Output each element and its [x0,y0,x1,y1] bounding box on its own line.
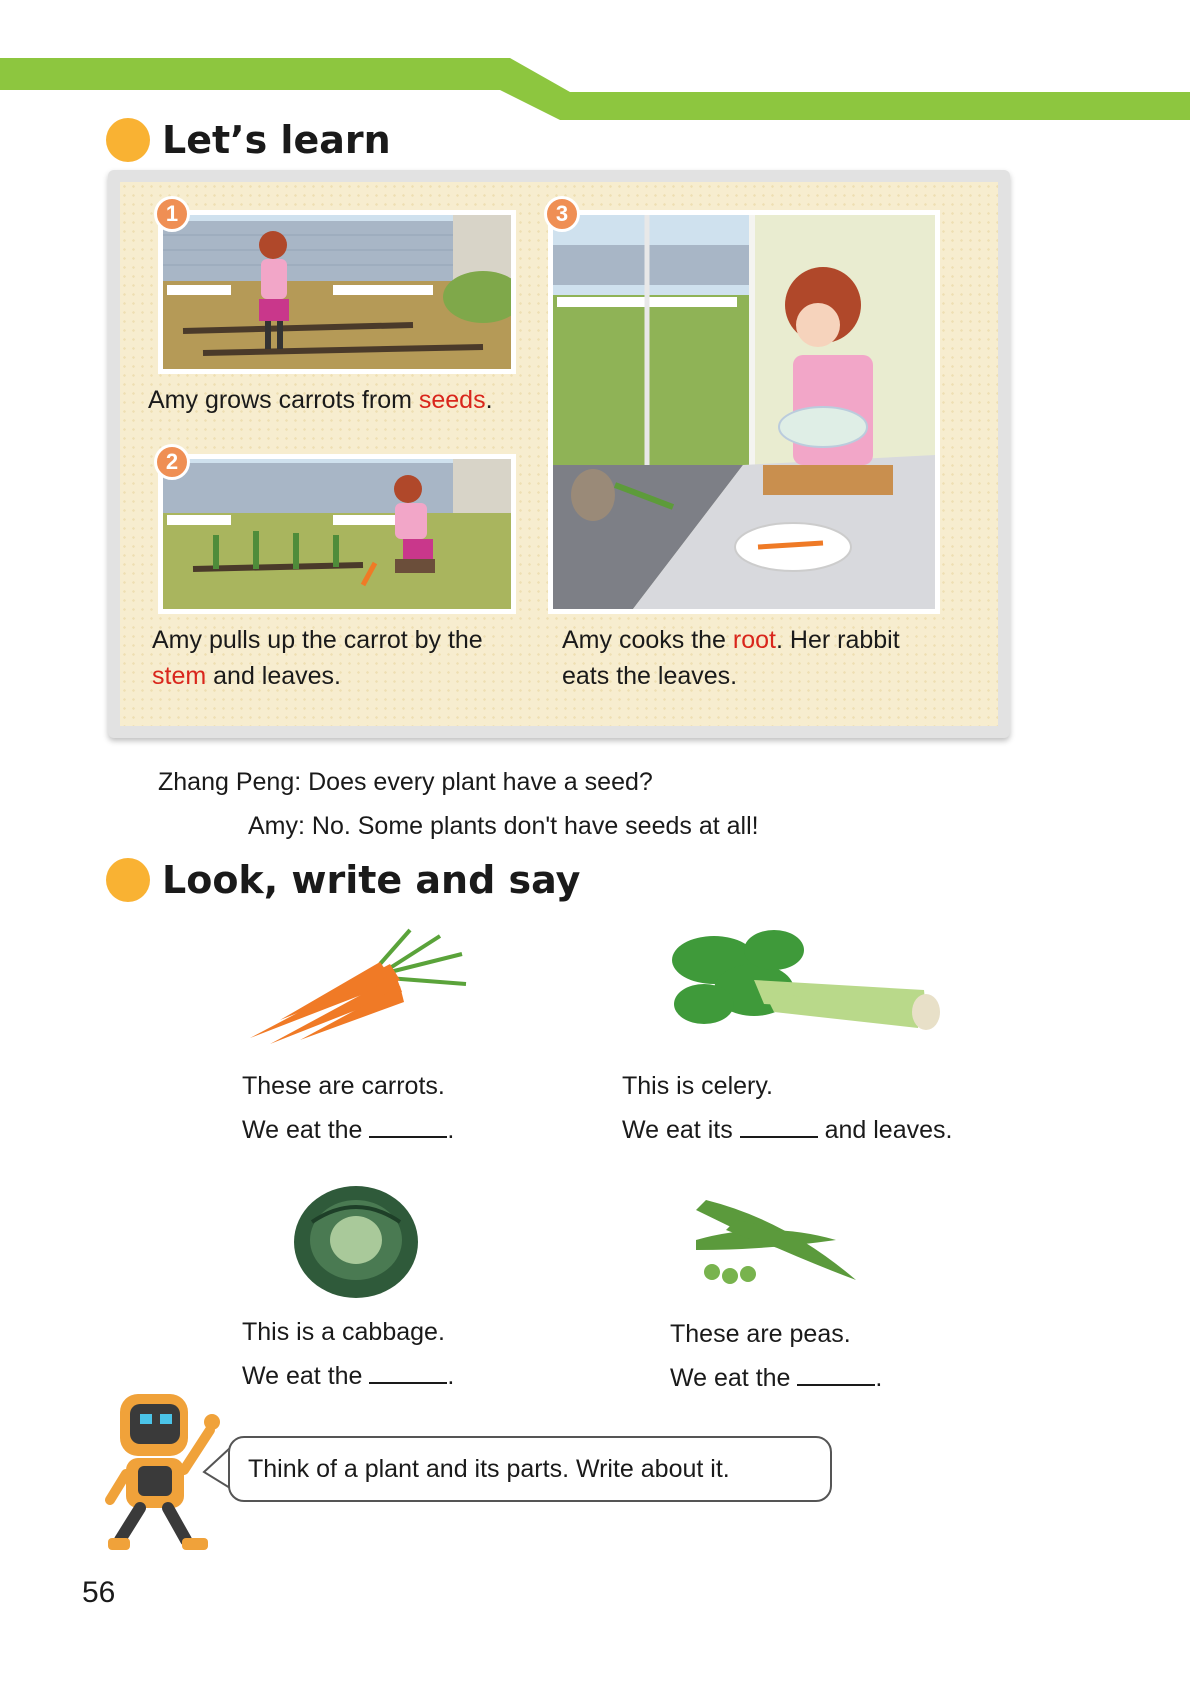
peas-text [670,1312,882,1400]
keyword-root: root [732,626,776,654]
carrots-text [242,1064,454,1152]
celery-line-1: This is celery. [622,1072,773,1100]
story-background [120,182,998,726]
cabbage-answer-blank[interactable] [369,1362,447,1384]
panel-2-caption: Amy pulls up the carrot by the stem and leaves. [152,626,483,690]
pulling-carrot-illustration [163,459,511,609]
cabbage-line-2: We eat the . [242,1362,455,1390]
panel-1-badge: 1 [154,196,190,232]
kitchen-illustration [553,215,935,609]
bullet-dot-icon [106,858,150,902]
carrots-line-2: We eat the . [242,1116,455,1144]
page-number: 56 [82,1576,116,1609]
panel-1-picture [158,210,516,374]
peas-line-1: These are peas. [670,1320,851,1348]
peas-image [686,1180,858,1292]
panel-2-picture [158,454,516,614]
lets-learn-heading [106,118,391,162]
dialog-line-1: Zhang Peng: Does every plant have a seed? [158,768,653,796]
bullet-dot-icon [106,118,150,162]
dialog-line-2: Amy: No. Some plants don't have seeds at all! [248,812,759,840]
tip-speech-bubble: Think of a plant and its parts. Write about it. [228,1436,832,1502]
cabbage-line-1: This is a cabbage. [242,1318,445,1346]
celery-image [664,920,946,1044]
carrots-answer-blank[interactable] [369,1116,447,1138]
peas-answer-blank[interactable] [797,1364,875,1386]
celery-text [622,1064,952,1152]
section-title: Look, write and say [162,858,581,902]
carrots-line-1: These are carrots. [242,1072,445,1100]
section-title: Let’s learn [162,118,391,162]
keyword-seeds: seeds [418,386,486,414]
celery-answer-blank[interactable] [740,1116,818,1138]
celery-line-2: We eat its and leaves. [622,1116,953,1144]
panel-3-badge: 3 [544,196,580,232]
panel-3-picture [548,210,940,614]
look-write-say-heading [106,858,580,902]
carrots-image [240,928,470,1048]
story-frame [108,170,1010,738]
panel-2-badge: 2 [154,444,190,480]
panel-3-caption: Amy cooks the root. Her rabbit eats the leaves. [562,626,900,690]
panel-1-caption: Amy grows carrots from seeds. [148,386,493,414]
header-band [0,0,1190,130]
keyword-stem: stem [152,662,207,690]
cabbage-text [242,1310,454,1398]
peas-line-2: We eat the . [670,1364,883,1392]
cabbage-image [292,1182,420,1302]
garden-sowing-illustration [163,215,511,369]
